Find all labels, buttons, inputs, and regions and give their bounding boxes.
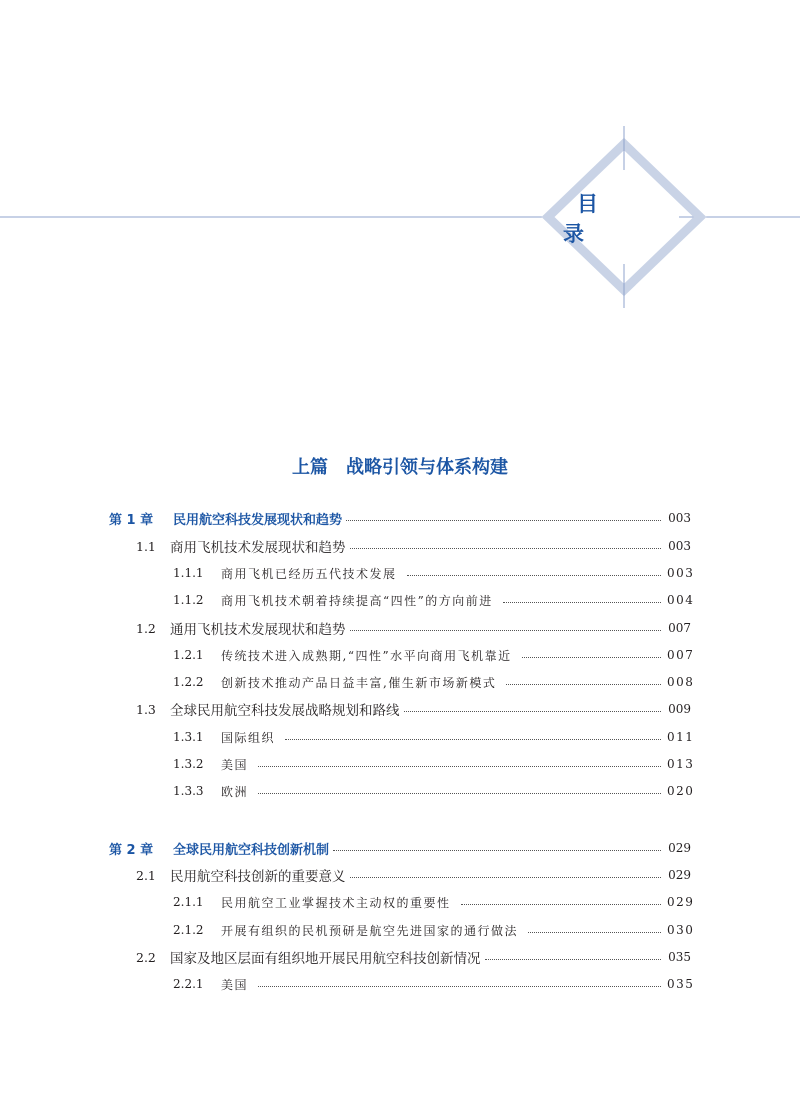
dot-leader xyxy=(485,959,662,960)
toc-subsection-entry[interactable] xyxy=(173,645,695,665)
dot-leader xyxy=(461,904,661,905)
entry-number: 1.2.2 xyxy=(173,675,204,689)
entry-title: 全球民用航空科技创新机制 xyxy=(173,842,330,858)
entry-page-number: 008 xyxy=(667,675,695,689)
entry-title: 欧洲 xyxy=(221,784,249,799)
entry-number: 2.1.1 xyxy=(173,895,204,909)
entry-title: 创新技术推动产品日益丰富,催生新市场新模式 xyxy=(221,675,497,690)
dot-leader xyxy=(350,877,662,878)
entry-number: 1.1.1 xyxy=(173,566,204,580)
entry-title: 通用飞机技术发展现状和趋势 xyxy=(170,622,346,638)
dot-leader xyxy=(407,575,661,576)
toc-chapter-entry[interactable] xyxy=(109,838,691,858)
toc-section-entry[interactable] xyxy=(136,699,691,719)
entry-page-number: 009 xyxy=(668,702,691,716)
toc-subsection-entry[interactable] xyxy=(173,563,695,583)
entry-title: 全球民用航空科技发展战略规划和路线 xyxy=(170,703,400,719)
toc-subsection-entry[interactable] xyxy=(173,892,695,912)
part-heading: 战略引领与体系构建 xyxy=(346,457,508,478)
entry-number: 1.1.2 xyxy=(173,593,204,607)
dot-leader xyxy=(285,739,661,740)
toc-chapter-entry[interactable] xyxy=(109,508,691,528)
entry-title: 商用飞机技术朝着持续提高“四性”的方向前进 xyxy=(221,593,493,608)
toc-title: 目 录 xyxy=(563,192,612,246)
entry-page-number: 029 xyxy=(668,841,691,855)
entry-page-number: 003 xyxy=(668,539,691,553)
dot-leader xyxy=(333,850,661,851)
entry-number: 第 1 章 xyxy=(109,512,154,528)
toc-subsection-entry[interactable] xyxy=(173,781,695,801)
toc-subsection-entry[interactable] xyxy=(173,727,695,747)
entry-page-number: 003 xyxy=(667,566,695,580)
toc-subsection-entry[interactable] xyxy=(173,974,695,994)
entry-page-number: 003 xyxy=(668,511,691,525)
toc-subsection-entry[interactable] xyxy=(173,920,695,940)
entry-title: 民用航空科技创新的重要意义 xyxy=(170,869,346,885)
entry-page-number: 007 xyxy=(668,621,691,635)
toc-subsection-entry[interactable] xyxy=(173,590,695,610)
entry-number: 2.2 xyxy=(136,949,156,965)
toc-section-entry[interactable] xyxy=(136,536,691,556)
toc-section-entry[interactable] xyxy=(136,865,691,885)
dot-leader xyxy=(503,602,661,603)
entry-number: 1.2.1 xyxy=(173,648,204,662)
dot-leader xyxy=(404,711,662,712)
entry-title: 商用飞机已经历五代技术发展 xyxy=(221,566,397,581)
title-decoration xyxy=(0,0,800,320)
entry-title: 美国 xyxy=(221,977,249,992)
toc-section-entry[interactable] xyxy=(136,947,691,967)
entry-page-number: 004 xyxy=(667,593,695,607)
entry-number: 1.3.2 xyxy=(173,757,204,771)
entry-title: 国际组织 xyxy=(221,730,276,745)
entry-page-number: 007 xyxy=(667,648,695,662)
entry-number: 1.3 xyxy=(136,701,156,717)
entry-title: 美国 xyxy=(221,757,249,772)
entry-title: 开展有组织的民机预研是航空先进国家的通行做法 xyxy=(221,923,519,938)
entry-page-number: 020 xyxy=(667,784,695,798)
entry-page-number: 029 xyxy=(668,868,691,882)
entry-title: 商用飞机技术发展现状和趋势 xyxy=(170,540,346,556)
dot-leader xyxy=(258,793,661,794)
dot-leader xyxy=(346,520,661,521)
toc-subsection-entry[interactable] xyxy=(173,754,695,774)
entry-page-number: 029 xyxy=(667,895,695,909)
dot-leader xyxy=(506,684,661,685)
entry-number: 1.2 xyxy=(136,620,156,636)
part-title xyxy=(0,453,800,479)
entry-number: 1.3.3 xyxy=(173,784,204,798)
entry-number: 第 2 章 xyxy=(109,842,154,858)
entry-page-number: 011 xyxy=(667,730,695,744)
entry-number: 2.1 xyxy=(136,867,156,883)
entry-number: 2.1.2 xyxy=(173,923,204,937)
dot-leader xyxy=(350,548,662,549)
dot-leader xyxy=(522,657,661,658)
entry-number: 1.3.1 xyxy=(173,730,204,744)
entry-number: 1.1 xyxy=(136,538,156,554)
entry-page-number: 013 xyxy=(667,757,695,771)
dot-leader xyxy=(258,986,661,987)
entry-number: 2.2.1 xyxy=(173,977,204,991)
dot-leader xyxy=(350,630,662,631)
dot-leader xyxy=(258,766,661,767)
toc-subsection-entry[interactable] xyxy=(173,672,695,692)
toc-section-entry[interactable] xyxy=(136,618,691,638)
part-label: 上篇 xyxy=(292,457,328,478)
dot-leader xyxy=(528,932,661,933)
entry-page-number: 035 xyxy=(668,950,691,964)
entry-title: 传统技术进入成熟期,“四性”水平向商用飞机靠近 xyxy=(221,648,512,663)
entry-page-number: 035 xyxy=(667,977,695,991)
entry-title: 民用航空工业掌握技术主动权的重要性 xyxy=(221,895,451,910)
entry-title: 民用航空科技发展现状和趋势 xyxy=(173,512,343,528)
entry-title: 国家及地区层面有组织地开展民用航空科技创新情况 xyxy=(170,951,481,967)
entry-page-number: 030 xyxy=(667,923,695,937)
